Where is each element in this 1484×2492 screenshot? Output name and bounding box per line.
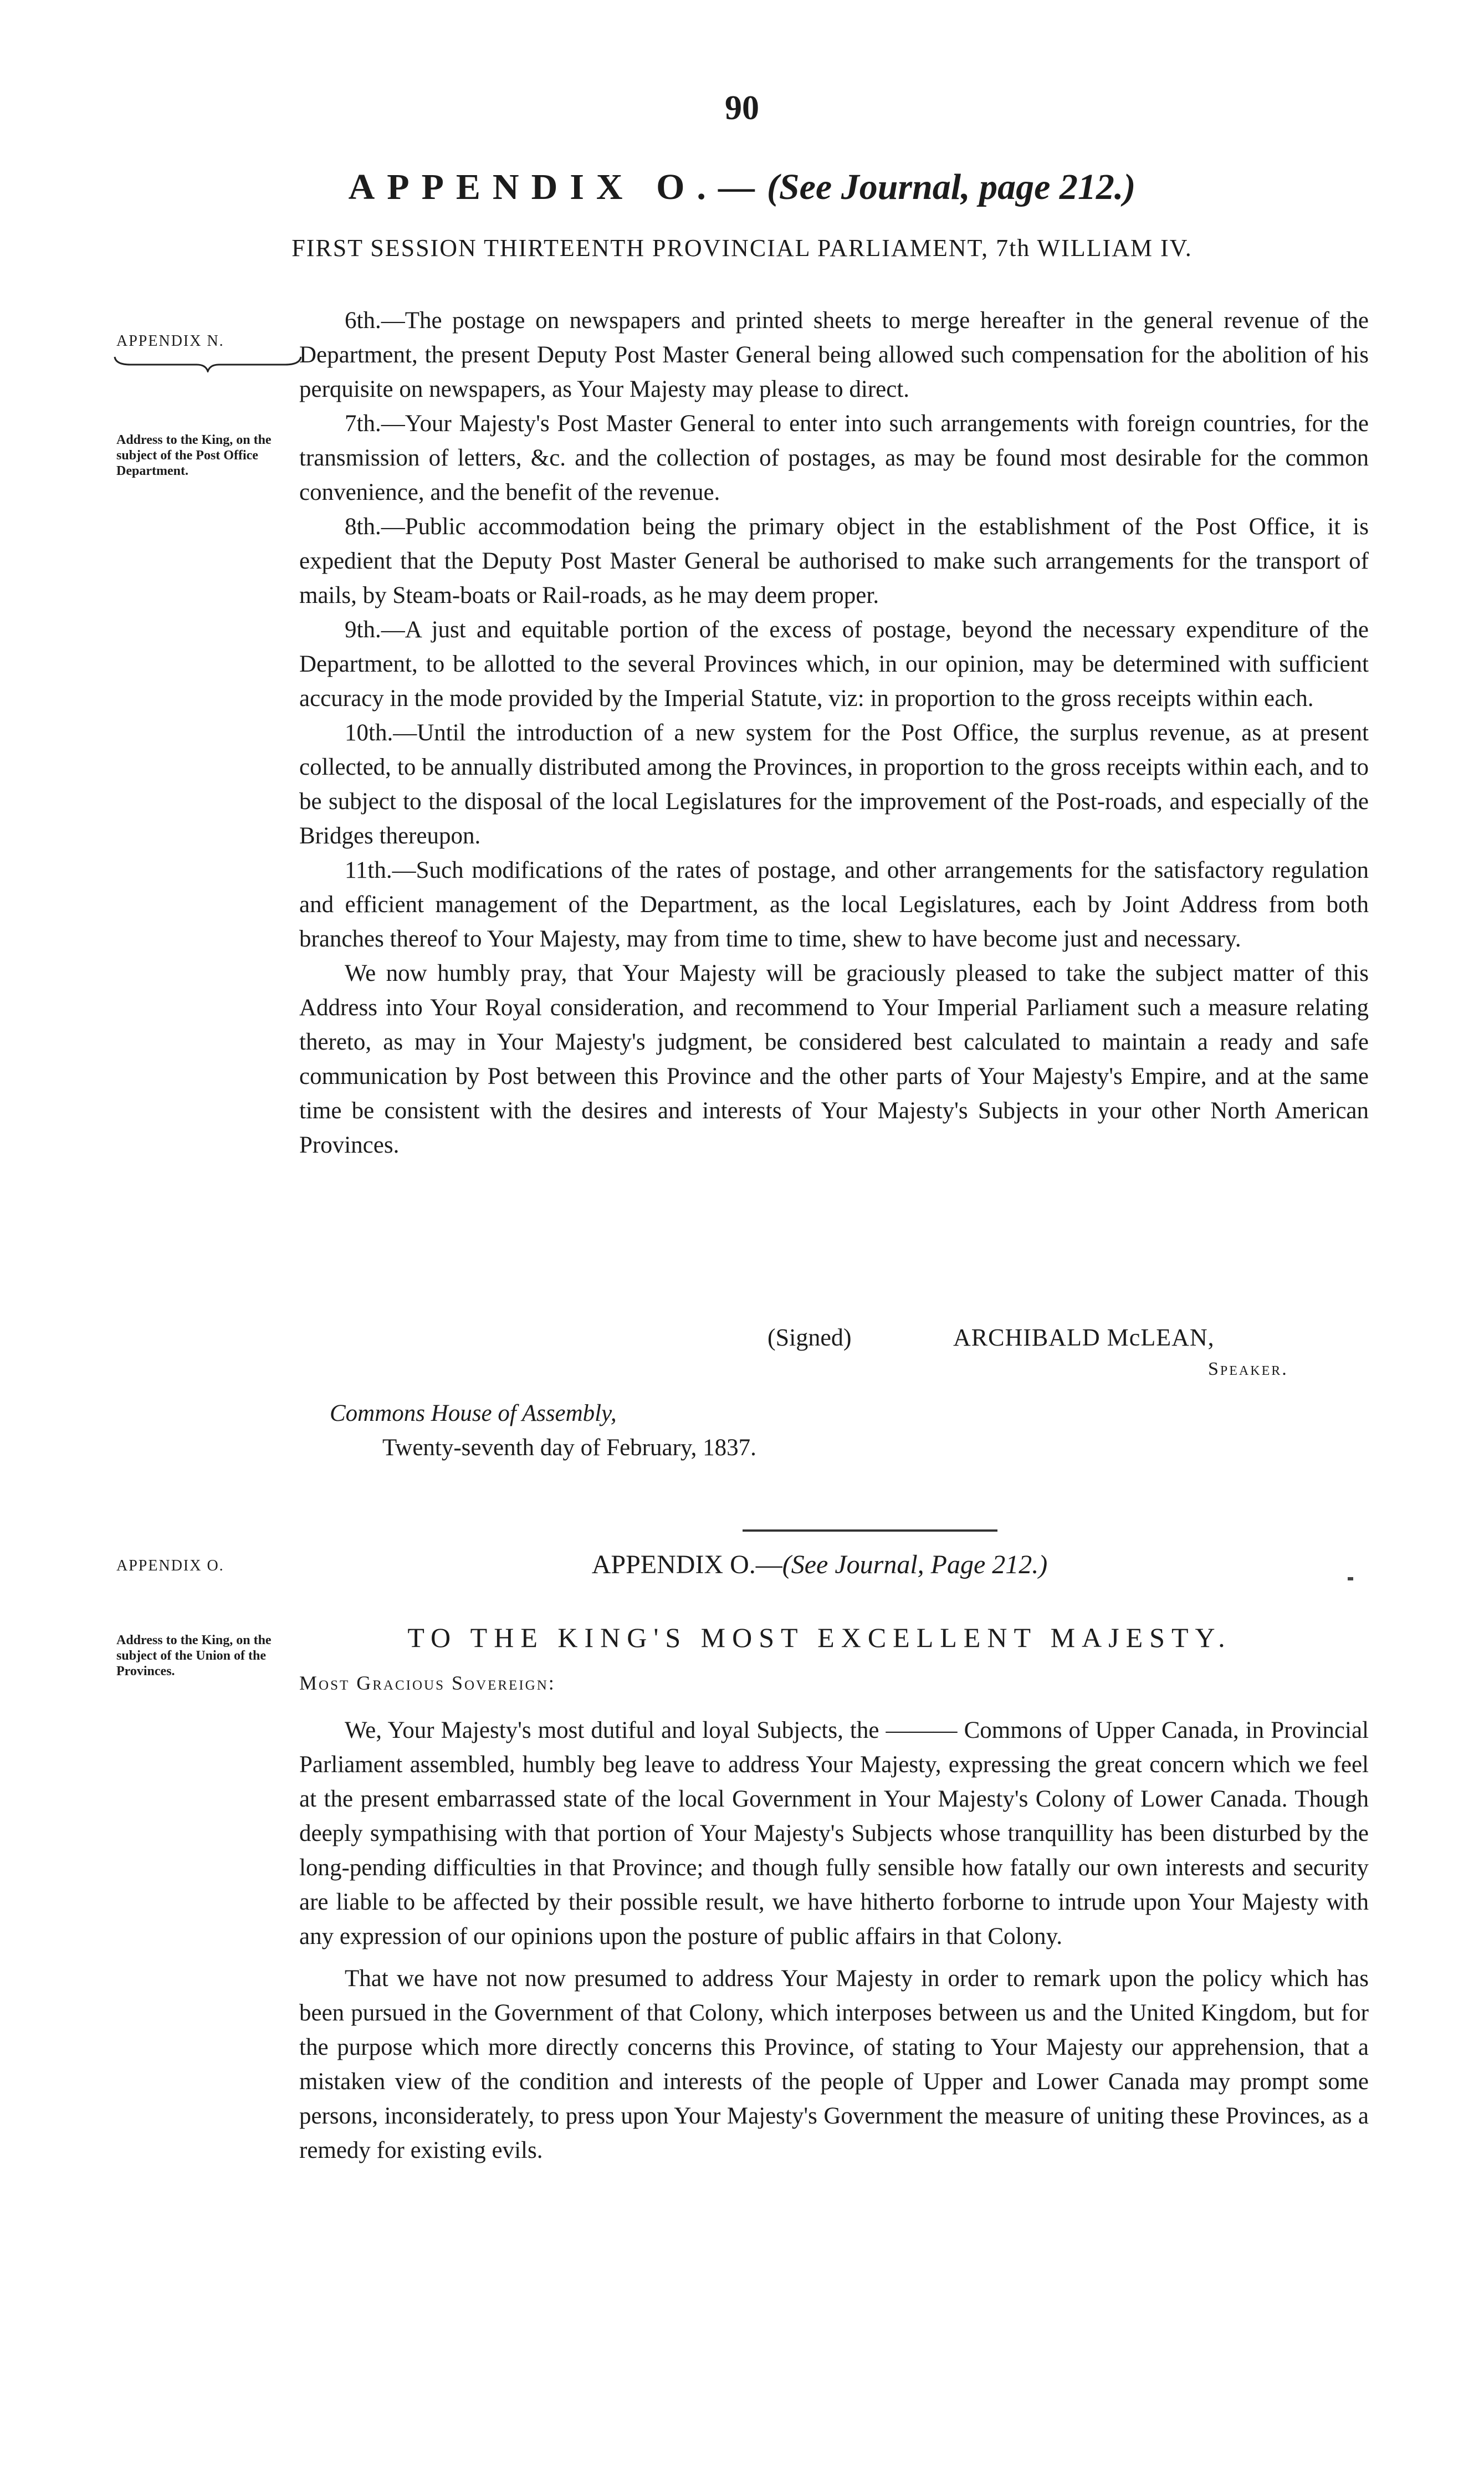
ink-speck [1348, 1577, 1353, 1580]
appendix-o-title [0, 1549, 1484, 1580]
house-of-assembly: Commons House of Assembly, [330, 1400, 617, 1426]
salutation: Most Gracious Sovereign: [299, 1672, 556, 1694]
paragraph-7th: 7th.—Your Majesty's Post Master General to enter into such arrangements with foreign countries, for the transmission of letters, &c. and the collection of postages, as may be found most desirable for the common convenience, and the benefit of the revenue. [299, 411, 1369, 505]
address-date: Twenty-seventh day of February, 1837. [382, 1435, 756, 1461]
paragraph-10th: 10th.—Until the introduction of a new system for the Post Office, the surplus revenue, as at present collected, to be annually distributed among the Provinces, in proportion to the gross receipts within each, and to be subject to the disposal of the local Legislatures for the improvement of the Post-roads, and especially of the Bridges thereupon. [299, 720, 1369, 849]
margin-note-post-office: Address to the King, on the subject of the Post Office Department. [116, 433, 272, 478]
paragraph-11th: 11th.—Such modifications of the rates of postage, and other arrangements for the satisfactory regulation and efficient management of the Department, as the local Legislatures, each by Joint Address from both branches thereof to Your Majesty, may from time to time, shew to have become just and necessary. [299, 857, 1369, 952]
paragraph-prayer: We now humbly pray, that Your Majesty will be graciously pleased to take the subject matter of this Address into Your Royal consideration, and recommend to Your Imperial Parliament such a measure relating thereto, as may in Your Majesty's judgment, be considered best calculated to maintain a ready and safe communication by Post between this Province and the other parts of Your Majesty's Empire, and at the same time be consistent with the desires and interests of Your Majesty's Subjects in your other North American Provinces. [299, 960, 1369, 1158]
paragraph-address-1: We, Your Majesty's most dutiful and loyal Subjects, the ——— Commons of Upper Canada, in Provincial Parliament assembled, humbly beg leave to address Your Majesty, expressing the great concern which we feel at the present embarrassed state of the local Government in Your Majesty's Colony of Lower Canada. Though deeply sympathising with that portion of Your Majesty's Subjects whose tranquillity has been disturbed by the long-pending difficulties in that Province; and though fully sensible how fatally our own interests and security are liable to be affected by their possible result, we have hitherto forborne to intrude upon Your Majesty with any expression of our opinions upon the posture of public affairs in that Colony. [299, 1717, 1369, 1949]
paragraph-8th: 8th.—Public accommodation being the primary object in the establishment of the Post Office, it is expedient that the Deputy Post Master General be authorised to make such arrangements for the transport of mails, by Steam-boats or Rail-roads, as he may deem proper. [299, 514, 1369, 608]
paragraph-9th: 9th.—A just and equitable portion of the excess of postage, beyond the necessary expenditure of the Department, to be allotted to the several Provinces which, in our opinion, may be determined with sufficient accuracy in the mode provided by the Imperial Statute, viz: in proportion to the gross receipts within each. [299, 617, 1369, 712]
margin-label-appendix-n: APPENDIX N. [116, 332, 224, 350]
appendix-n-body [299, 304, 1369, 1163]
paragraph-address-2: That we have not now presumed to address Your Majesty in order to remark upon the policy which has been pursued in the Government of that Colony, which interposes between us and the United Kingdom, but for the purpose which more directly concerns this Province, of stating to Your Majesty our apprehension, that a mistaken view of the condition and interests of the people of Upper and Lower Canada may prompt some persons, inconsiderately, to press upon Your Majesty's Government the measure of uniting these Provinces, as a remedy for existing evils. [299, 1966, 1369, 2163]
appendix-title [0, 166, 1484, 208]
appendix-title-reference: (See Journal, page 212.) [766, 167, 1136, 207]
appendix-title-main: APPENDIX O.— [348, 167, 767, 207]
signer-title: Speaker. [1208, 1359, 1288, 1379]
appendix-o-body [299, 1713, 1369, 2168]
section-divider [743, 1529, 997, 1532]
address-heading: TO THE KING'S MOST EXCELLENT MAJESTY. [407, 1622, 1232, 1653]
margin-label-appendix-o: APPENDIX O. [116, 1557, 224, 1574]
session-line: FIRST SESSION THIRTEENTH PROVINCIAL PARLIAMENT, 7th WILLIAM IV. [291, 234, 1193, 262]
appendix-o-title-main: APPENDIX O.— [591, 1550, 782, 1579]
appendix-o-title-reference: (See Journal, Page 212.) [782, 1550, 1048, 1579]
margin-note-union: Address to the King, on the subject of the Union of the Provinces. [116, 1633, 272, 1679]
signer-name: ARCHIBALD McLEAN, [953, 1324, 1215, 1351]
margin-brace [114, 356, 302, 372]
paragraph-6th: 6th.—The postage on newspapers and printed sheets to merge hereafter in the general revenue of the Department, the present Deputy Post Master General being allowed such compensation for the abolition of his perquisite on newspapers, as Your Majesty may please to direct. [299, 308, 1369, 402]
signed-label: (Signed) [767, 1324, 852, 1351]
page-number: 90 [725, 89, 759, 127]
